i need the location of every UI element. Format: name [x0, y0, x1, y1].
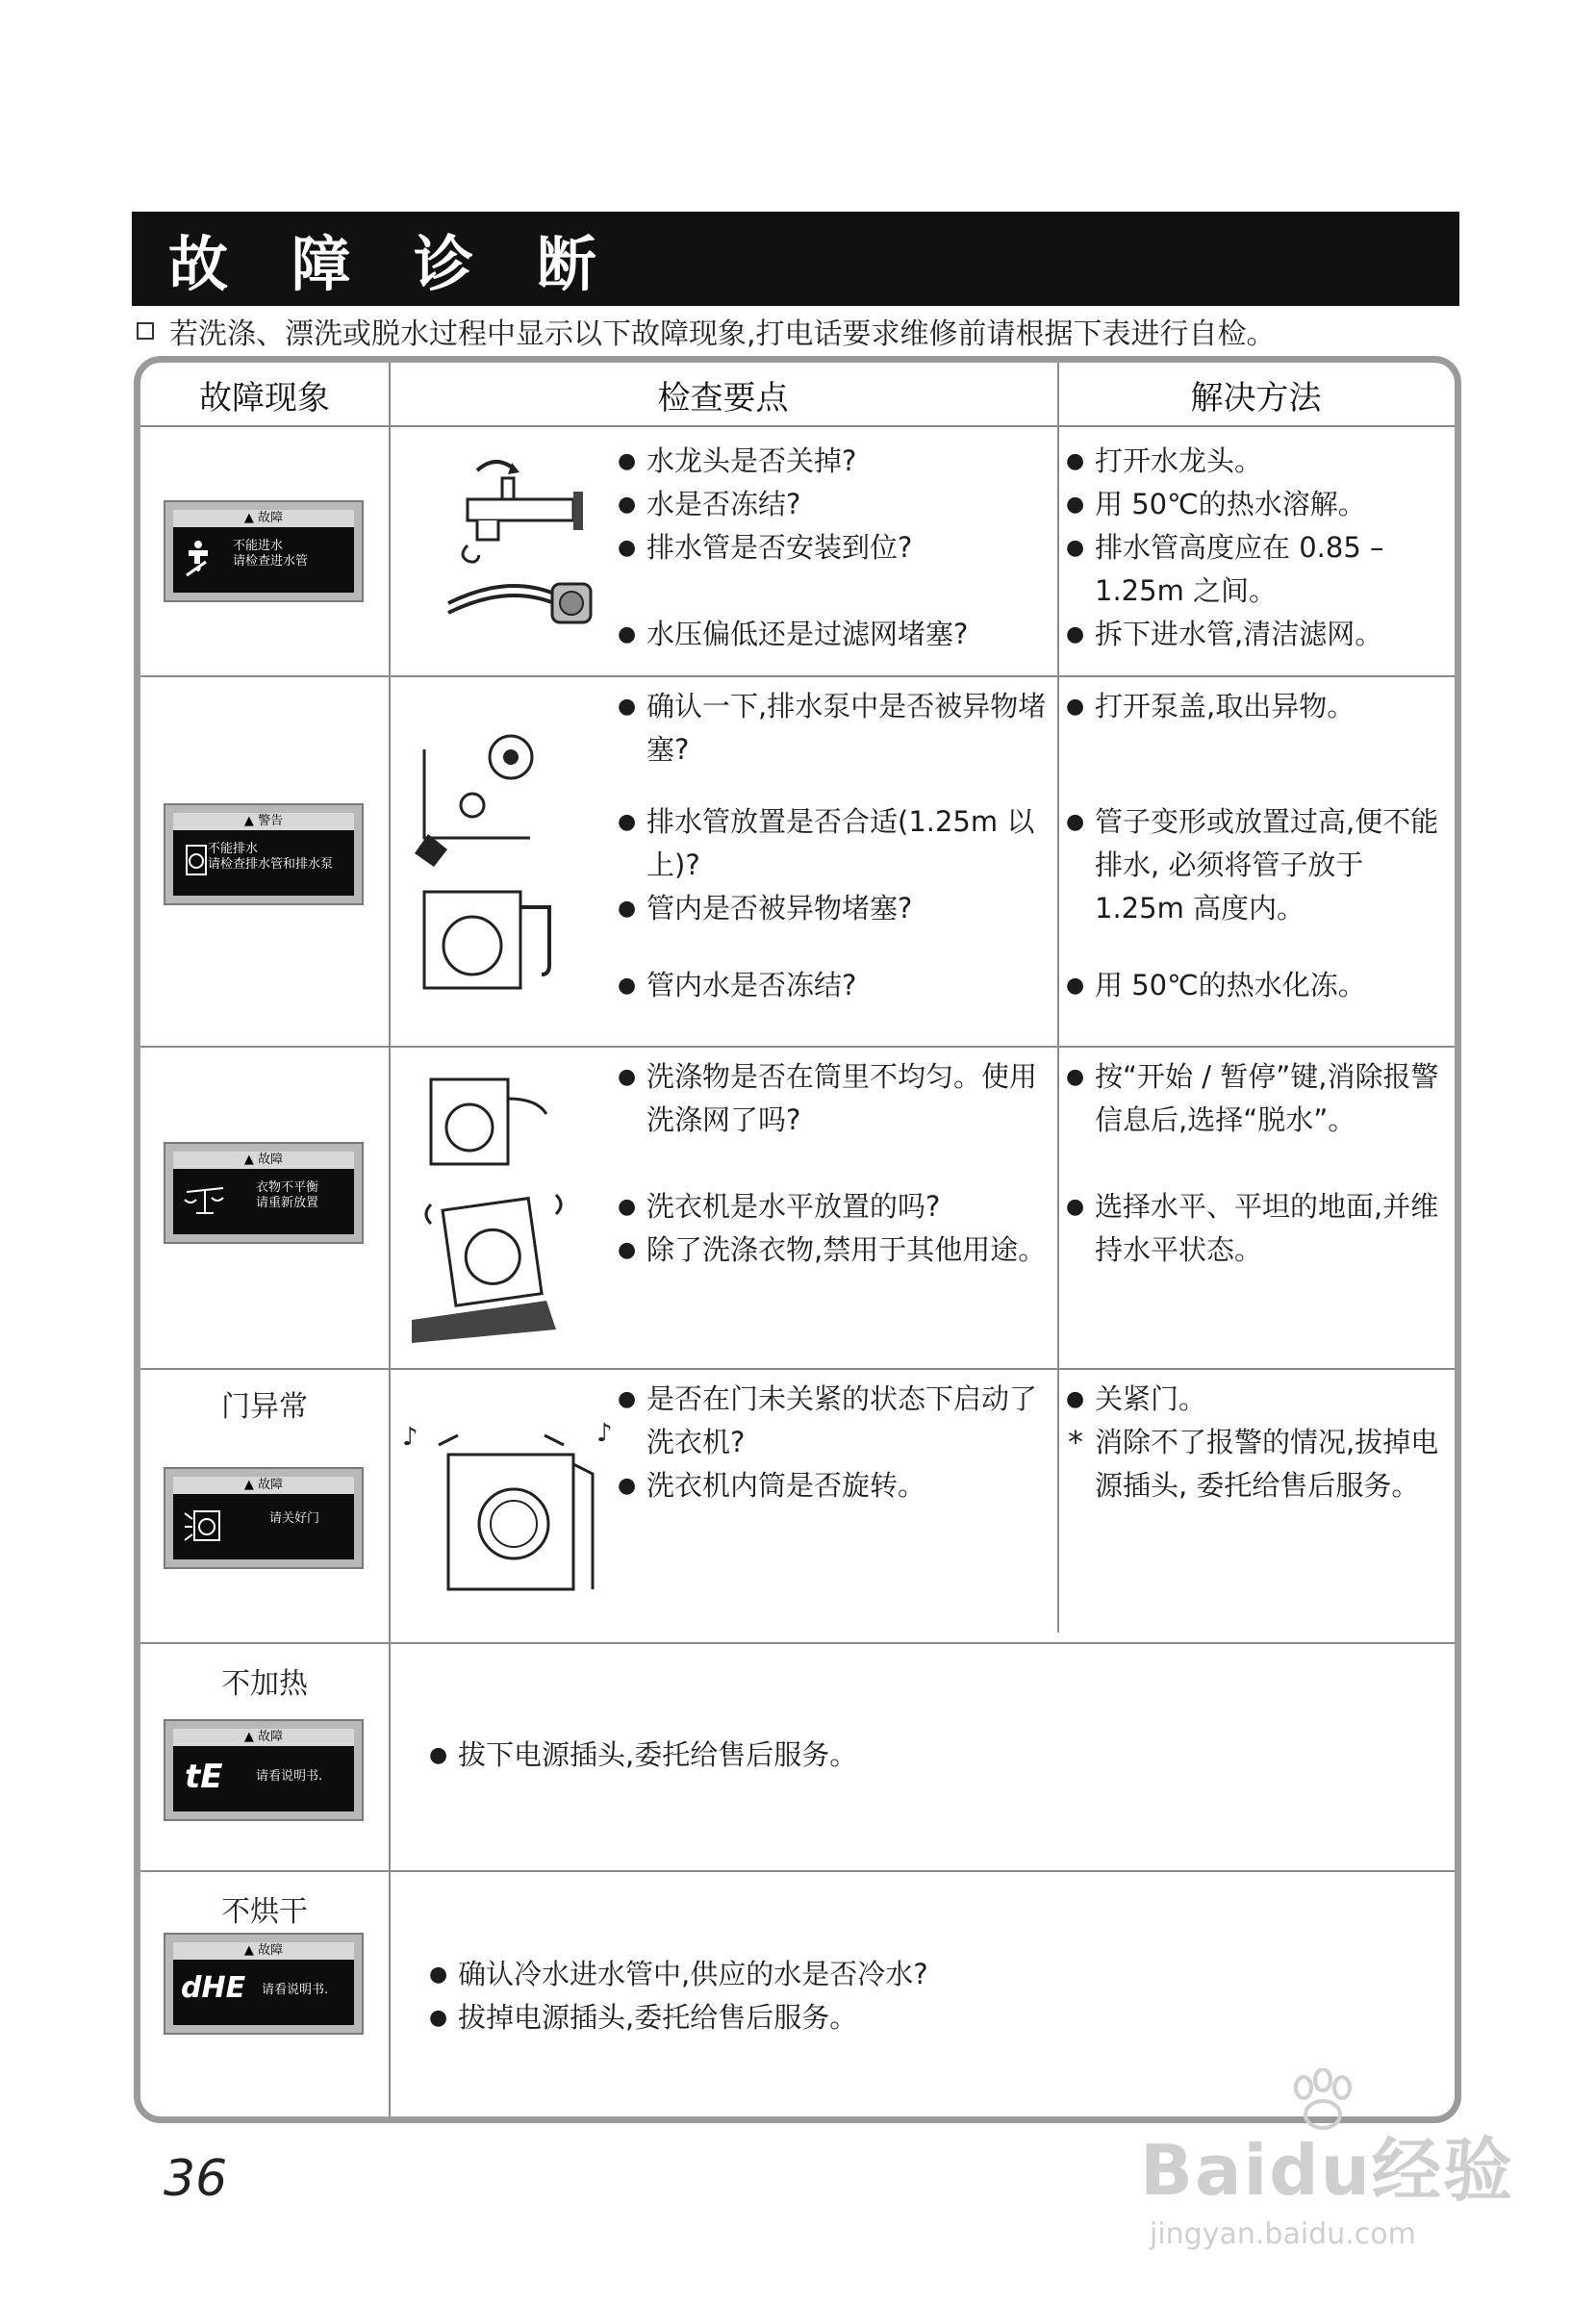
header-symptom: 故障现象: [199, 378, 330, 418]
display-panel-unbalance: [164, 1142, 364, 1244]
solution-item: ● 关紧门。: [1066, 1378, 1446, 1421]
checkbox-icon: [137, 322, 154, 340]
row-divider: [140, 1642, 1455, 1644]
solution-item: ● 管子变形或放置过高,便不能排水, 必须将管子放于 1.25m 高度内。: [1066, 800, 1446, 930]
solution-item: ● 拆下进水管,清洁滤网。: [1066, 613, 1446, 656]
row-divider: [140, 675, 1455, 677]
check-item: ● 是否在门未关紧的状态下启动了洗衣机?: [618, 1378, 1051, 1464]
error-code: tE: [185, 1758, 223, 1796]
svg-text:♪: ♪: [402, 1423, 418, 1452]
drain-pump-illustration: [405, 728, 636, 998]
merged-row-5: [429, 1734, 1391, 1777]
panel-line-2: 请检查进水管: [233, 554, 309, 569]
warning-triangle-icon: ▲: [243, 1478, 254, 1492]
check-item: ● 水是否冻结?: [618, 483, 1051, 526]
check-item: ● 水压偏低还是过滤网堵塞?: [618, 613, 1051, 656]
panel-title: 警告: [258, 814, 284, 828]
panel-title: 故障: [258, 1943, 284, 1958]
check-item: ● 除了洗涤衣物,禁用于其他用途。: [618, 1228, 1051, 1272]
col-divider-2: [1057, 363, 1059, 1633]
intro-line: [135, 310, 1276, 352]
warning-triangle-icon: ▲: [243, 1730, 254, 1744]
display-panel-te: [164, 1719, 364, 1821]
solution-item: ● 用 50℃的热水溶解。: [1066, 483, 1446, 526]
row-divider: [140, 1368, 1455, 1370]
solution-item: ● 用 50℃的热水化冻。: [1066, 964, 1446, 1007]
display-panel-no-water: [164, 500, 364, 602]
panel-line-1: 请关好门: [269, 1511, 320, 1526]
panel-title: 故障: [258, 1478, 284, 1492]
warning-triangle-icon: ▲: [243, 814, 254, 828]
page-number: 36: [164, 2150, 228, 2208]
checks-row-4: [618, 1378, 1051, 1507]
error-code: dHE: [181, 1971, 246, 2005]
checks-row-3: [618, 1055, 1051, 1272]
check-item: ● 水龙头是否关掉?: [618, 440, 1051, 483]
solution-item: ● 排水管高度应在 0.85 – 1.25m 之间。: [1066, 526, 1446, 613]
intro-text: 若洗涤、漂洗或脱水过程中显示以下故障现象,打电话要求维修前请根据下表进行自检。: [169, 317, 1276, 351]
header-check: 检查要点: [657, 378, 789, 418]
solution-item: ● 拔掉电源插头,委托给售后服务。: [429, 1996, 1391, 2039]
symptom-no-dry: 不烘干: [221, 1895, 308, 1929]
check-item: ● 确认冷水进水管中,供应的水是否冷水?: [429, 1953, 1391, 1996]
display-panel-no-drain: [164, 803, 364, 905]
solution-item: ● 选择水平、平坦的地面,并维持水平状态。: [1066, 1185, 1446, 1272]
display-panel-door: [164, 1467, 364, 1569]
panel-line-2: 请检查排水管和排水泵: [208, 857, 334, 872]
check-item: ● 管内是否被异物堵塞?: [618, 887, 1051, 930]
svg-text:♪: ♪: [596, 1419, 613, 1448]
checks-row-2: [618, 685, 1051, 1007]
panel-line-1: 衣物不平衡: [256, 1180, 319, 1195]
solutions-row-1: [1066, 440, 1446, 656]
merged-row-6: [429, 1953, 1391, 2039]
check-item: ● 排水管是否安装到位?: [618, 526, 1051, 570]
solution-note: * 消除不了报警的情况,拔掉电源插头, 委托给售后服务。: [1066, 1421, 1446, 1507]
washer-door-icon: [183, 1504, 225, 1546]
col-divider-1: [389, 363, 391, 2116]
check-item: ● 管内水是否冻结?: [618, 964, 1051, 1007]
panel-title: 故障: [258, 1730, 284, 1744]
solution-item: ● 打开泵盖,取出异物。: [1066, 685, 1446, 728]
watermark-url: jingyan.baidu.com: [1150, 2217, 1416, 2251]
symptom-no-heat: 不加热: [221, 1667, 308, 1701]
check-item: ● 排水管放置是否合适(1.25m 以上)?: [618, 800, 1051, 887]
row-divider: [140, 1870, 1455, 1872]
solution-item: ● 按“开始 / 暂停”键,消除报警信息后,选择“脱水”。: [1066, 1055, 1446, 1142]
solutions-row-2: [1066, 685, 1446, 1007]
check-item: ● 洗涤物是否在筒里不均匀。使用洗涤网了吗?: [618, 1055, 1051, 1142]
header-solution: 解决方法: [1190, 378, 1322, 418]
faucet-icon: [183, 537, 221, 579]
row-divider: [140, 1046, 1455, 1048]
symptom-door: 门异常: [221, 1390, 308, 1424]
panel-line-2: 请重新放置: [256, 1196, 319, 1210]
watermark-brand: Baidu经验: [1140, 2130, 1514, 2211]
unbalanced-washer-illustration: [402, 1060, 633, 1349]
page-title: 故 障 诊 断: [168, 228, 618, 299]
checks-row-1: [618, 440, 1051, 656]
troubleshooting-table: [134, 356, 1461, 2123]
panel-line-1: 不能进水: [233, 539, 284, 553]
check-item: ● 洗衣机内筒是否旋转。: [618, 1464, 1051, 1507]
panel-line-1: 不能排水: [208, 842, 259, 856]
watermark: [1140, 2068, 1525, 2270]
solution-item: ● 打开水龙头。: [1066, 440, 1446, 483]
panel-title: 故障: [258, 511, 284, 525]
solution-item: ● 拔下电源插头,委托给售后服务。: [429, 1734, 1391, 1777]
panel-line-1: 请看说明书.: [262, 1983, 329, 1997]
solutions-row-3: [1066, 1055, 1446, 1272]
panel-title: 故障: [258, 1152, 284, 1167]
solutions-row-4: [1066, 1378, 1446, 1507]
warning-triangle-icon: ▲: [243, 1152, 254, 1167]
balance-scale-icon: [183, 1178, 227, 1221]
panel-line-1: 请看说明书.: [256, 1769, 323, 1784]
check-item: ● 洗衣机是水平放置的吗?: [618, 1185, 1051, 1228]
title-bar: [132, 212, 1459, 306]
warning-triangle-icon: ▲: [243, 511, 254, 525]
faucet-hose-illustration: [429, 440, 621, 651]
warning-triangle-icon: ▲: [243, 1943, 254, 1958]
display-panel-dhe: [164, 1933, 364, 2035]
door-open-washer-illustration: [400, 1406, 621, 1599]
check-item: ● 确认一下,排水泵中是否被异物堵塞?: [618, 685, 1051, 772]
